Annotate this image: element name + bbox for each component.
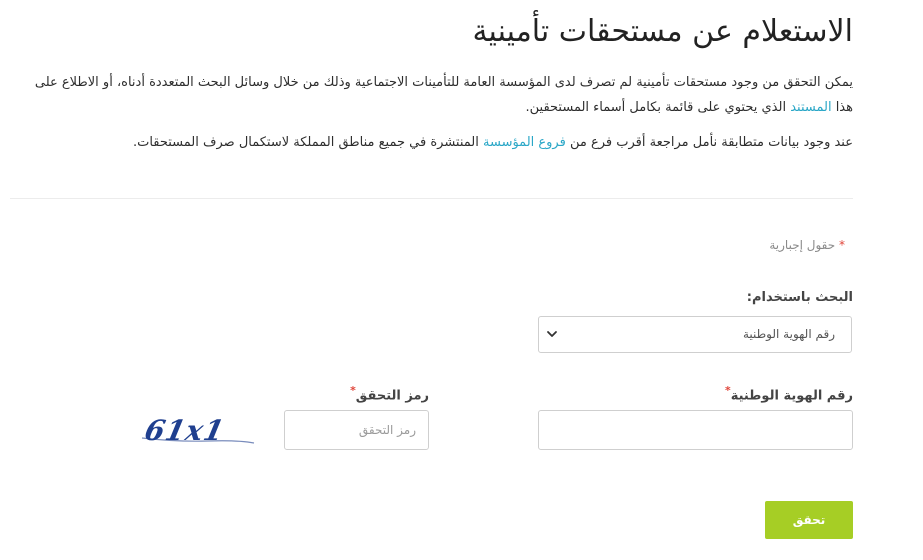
required-star: * bbox=[350, 384, 356, 397]
captcha-image bbox=[138, 408, 258, 452]
captcha-label bbox=[350, 384, 429, 403]
national-id-label-text: رقم الهوية الوطنية bbox=[730, 388, 853, 404]
search-by-label: البحث باستخدام: bbox=[746, 290, 853, 305]
page-title: الاستعلام عن مستحقات تأمينية bbox=[472, 14, 853, 49]
captcha-image-text: 61x1 bbox=[141, 413, 228, 447]
section-divider bbox=[10, 198, 853, 199]
chevron-down-icon bbox=[544, 325, 560, 343]
branches-link[interactable]: فروع المؤسسة bbox=[483, 135, 566, 150]
intro-paragraph-2 bbox=[23, 130, 853, 155]
required-fields-note bbox=[769, 238, 845, 252]
captcha-label-text: رمز التحقق bbox=[355, 388, 429, 404]
national-id-label bbox=[725, 384, 853, 403]
required-star: * bbox=[839, 238, 845, 252]
required-star: * bbox=[725, 384, 731, 397]
national-id-input[interactable] bbox=[538, 410, 853, 450]
submit-button[interactable]: تحقق bbox=[765, 501, 853, 539]
intro-p2-text-start: عند وجود بيانات متطابقة نأمل مراجعة أقرب فرع من bbox=[565, 135, 853, 150]
document-link[interactable]: المستند bbox=[790, 100, 832, 115]
required-note-text: حقول إجبارية bbox=[769, 238, 836, 252]
intro-p1-text-start: يمكن التحقق من وجود مستحقات تأمينية لم تصرف لدى المؤسسة العامة للتأمينات الاجتماعية وذلك من خلال وسائل البحث المتعددة أدناه، أو الاطلاع على هذا bbox=[34, 75, 853, 115]
intro-p2-text-end: المنتشرة في جميع مناطق المملكة لاستكمال صرف المستحقات. bbox=[132, 135, 483, 150]
captcha-input[interactable] bbox=[284, 410, 429, 450]
intro-text bbox=[23, 70, 853, 155]
search-by-selected-value: رقم الهوية الوطنية bbox=[742, 327, 835, 341]
search-by-select[interactable] bbox=[538, 316, 852, 353]
intro-p1-text-end: الذي يحتوي على قائمة بكامل أسماء المستحقين. bbox=[525, 100, 791, 115]
intro-paragraph-1 bbox=[23, 70, 853, 120]
